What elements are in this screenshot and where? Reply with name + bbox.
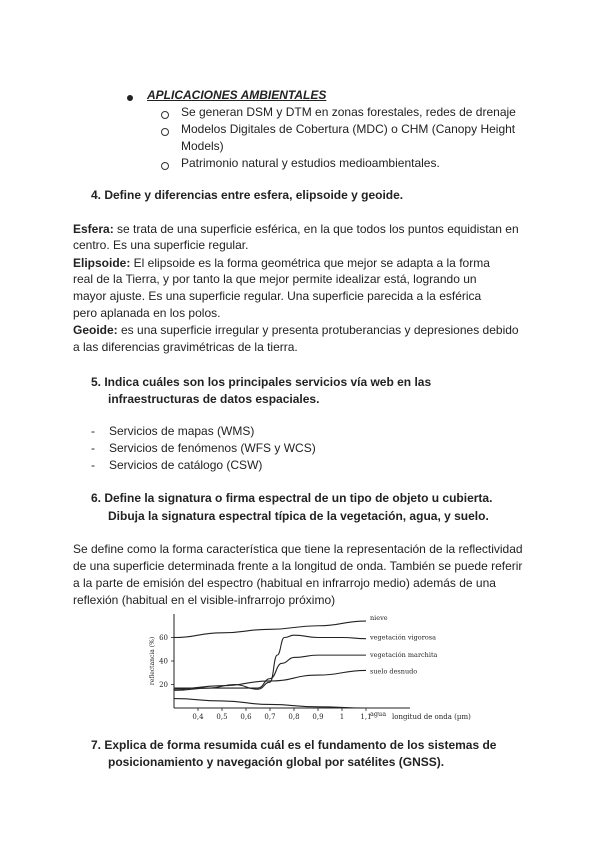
- q7-heading-1: 7. Explica de forma resumida cuál es el fundamento de los sistemas de: [91, 738, 497, 752]
- q5-dash-2: -: [91, 441, 95, 455]
- y-tick-label: 20: [159, 681, 168, 689]
- x-tick-label: 0,6: [240, 713, 252, 721]
- series-label: nieve: [370, 614, 388, 623]
- x-tick-label: 1: [339, 713, 345, 721]
- elipsoide-line-4: pero aplanada en los polos.: [73, 306, 221, 320]
- chart-series: [174, 621, 366, 708]
- x-tick-label: 0,5: [216, 713, 228, 721]
- geoide-text: es una superficie irregular y presenta protuberancias y depresiones debido: [117, 323, 519, 337]
- elipsoide-label: Elipsoide:: [73, 256, 131, 270]
- sub-bullet: [161, 111, 169, 119]
- q6-heading-1: 6. Define la signatura o firma espectral de un tipo de objeto u cubierta.: [91, 491, 493, 505]
- q5-item-3: Servicios de catálogo (CSW): [109, 458, 263, 472]
- elipsoide-line-1: [73, 255, 490, 272]
- geoide-line-2: a las diferencias gravimétricas de la tierra.: [73, 340, 298, 354]
- chart-labels: [149, 614, 471, 721]
- q5-heading-1: 5. Indica cuáles son los principales servicios vía web en las: [91, 375, 432, 389]
- env-item-1: Se generan DSM y DTM en zonas forestales, redes de drenaje: [181, 105, 516, 119]
- sub-bullet: [161, 162, 169, 170]
- x-tick-label: 0,8: [288, 713, 300, 721]
- q5-dash-1: -: [91, 424, 95, 438]
- geoide-label: Geoide:: [73, 323, 118, 337]
- series-label: vegetación marchita: [370, 651, 438, 660]
- y-tick-label: 40: [159, 657, 168, 666]
- elipsoide-line-2: real de la Tierra, y por tanto la que mejor permite idealizar está, logrando un: [73, 272, 477, 286]
- series-label: suelo desnudo: [370, 667, 418, 676]
- chart-axes: [171, 614, 410, 711]
- series-vegetación-vigorosa: [174, 635, 366, 690]
- q6-para-3: a la parte de emisión del espectro (habitual en infrarrojo medio) además de una: [73, 576, 496, 590]
- x-tick-label: 0,9: [312, 713, 324, 721]
- x-tick-label: 0,4: [192, 713, 204, 721]
- q5-item-1: Servicios de mapas (WMS): [109, 424, 255, 438]
- series-nieve: [174, 621, 366, 637]
- q6-para-4: reflexión (habitual en el visible-infrarrojo próximo): [73, 593, 336, 607]
- env-item-2b: Models): [181, 139, 224, 153]
- q6-para-2: de una superficie determinada frente a la longitud de onda. También se puede referir: [73, 559, 523, 573]
- elipsoide-text: El elipsoide es la forma geométrica que mejor se adapta a la forma: [130, 256, 490, 270]
- y-tick-label: 60: [159, 634, 168, 642]
- esfera-line-2: centro. Es una superficie regular.: [73, 238, 249, 252]
- geoide-line-1: [73, 322, 519, 339]
- q7-heading-2: posicionamiento y navegación global por satélites (GNSS).: [108, 755, 445, 769]
- series-suelo-desnudo: [174, 670, 366, 689]
- y-axis-label: reflectancia (%): [149, 636, 156, 686]
- x-axis-label: longitud de onda (µm): [392, 713, 471, 721]
- sub-bullet: [161, 128, 169, 136]
- esfera-text: se trata de una superficie esférica, en la que todos los puntos equidistan en: [113, 222, 519, 236]
- elipsoide-line-3: mayor ajuste. Es una superficie regular. Una superficie parecida a la esférica: [73, 289, 482, 303]
- series-vegetación-marchita: [174, 655, 366, 688]
- bullet-dot: [127, 95, 133, 101]
- q5-item-2: Servicios de fenómenos (WFS y WCS): [109, 441, 316, 455]
- q5-heading-2: infraestructuras de datos espaciales.: [108, 392, 320, 406]
- q5-dash-3: -: [91, 458, 95, 472]
- spectral-signature-chart: [140, 608, 485, 726]
- esfera-label: Esfera:: [73, 222, 114, 236]
- env-item-3: Patrimonio natural y estudios medioambientales.: [181, 156, 440, 170]
- x-tick-label: 1,1: [360, 713, 372, 721]
- esfera-line-1: [73, 221, 519, 238]
- q4-heading: 4. Define y diferencias entre esfera, elipsoide y geoide.: [91, 188, 404, 202]
- x-tick-label: 0,7: [264, 713, 276, 721]
- env-item-2: Modelos Digitales de Cobertura (MDC) o CHM (Canopy Height: [181, 122, 516, 136]
- q6-heading-2: Dibuja la signatura espectral típica de la vegetación, agua, y suelo.: [108, 509, 489, 523]
- env-title: APLICACIONES AMBIENTALES: [147, 88, 327, 102]
- series-label: vegetación vigorosa: [370, 633, 436, 642]
- q6-para-1: Se define como la forma característica que tiene la representación de la reflectividad: [73, 542, 523, 556]
- series-label: agua: [370, 710, 387, 718]
- series-agua: [174, 699, 366, 708]
